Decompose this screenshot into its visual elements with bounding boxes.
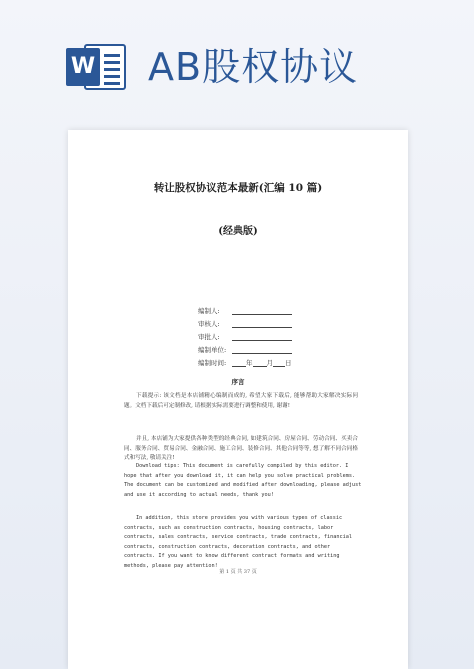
form-row-approver [198, 331, 308, 344]
form-year-label: 年 [246, 359, 253, 367]
form-month-label: 月 [266, 359, 273, 367]
form-label-reviewer: 审核人: [198, 320, 220, 328]
word-logo-letter: W [66, 48, 100, 86]
form-blank-line [232, 318, 292, 328]
word-icon [66, 40, 128, 92]
form-date-fields [232, 357, 292, 370]
metadata-form [198, 305, 308, 370]
form-row-unit [198, 344, 308, 357]
form-label-unit: 编制单位: [198, 346, 227, 354]
form-blank-line [232, 305, 292, 315]
paragraph-en-2: In addition, this store provides you with various types of classic contracts, such as construction contracts, housing contracts, labor contracts, sales contracts, service contracts, trade contracts, financial contracts, construction contracts, decoration contracts, and other contracts. If you want to know different contract formats and writing methods, please pay attention! [124, 515, 352, 569]
preface-heading: 序言 [231, 378, 245, 386]
document-page [68, 130, 408, 669]
form-blank-line [232, 331, 292, 341]
form-label-time: 编制时间: [198, 359, 227, 367]
paragraph-cn-2: 并且, 本店铺为大家提供各种类型的经典合同, 如建筑合同、房屋合同、劳动合同、买卖合同、服务合同、贸易合同、金融合同、施工合同、装修合同、其他合同等等, 想了解不同合同格式和写法, 敬请关注! [124, 436, 358, 461]
banner-title: AB股权协议 [148, 45, 359, 89]
form-label-compiler: 编制人: [198, 307, 220, 315]
page-footer: 第 1 页 共 37 页 [219, 569, 257, 575]
form-day-label: 日 [285, 359, 292, 367]
form-row-compiler [198, 305, 308, 318]
document-title: 转让股权协议范本最新(汇编 10 篇) [153, 182, 323, 194]
form-row-reviewer [198, 318, 308, 331]
paragraph-en-1: Download tips: This document is carefully compiled by this editor. I hope that after you download it, it can help you solve practical problems. The document can be customized and modified after downloading, please adjust and use it according to actual needs, thank you! [124, 463, 362, 498]
document-edition: (经典版) [218, 226, 258, 237]
form-blank-line [232, 344, 292, 354]
form-label-approver: 审批人: [198, 333, 220, 341]
form-row-time [198, 357, 308, 370]
paragraph-cn-1: 下载提示: 该文档是本店铺精心编制而成的, 希望大家下载后, 能够帮助大家解决实际问题。文档下载后可定制修改, 请根据实际需要进行调整和使用, 谢谢! [124, 393, 358, 409]
